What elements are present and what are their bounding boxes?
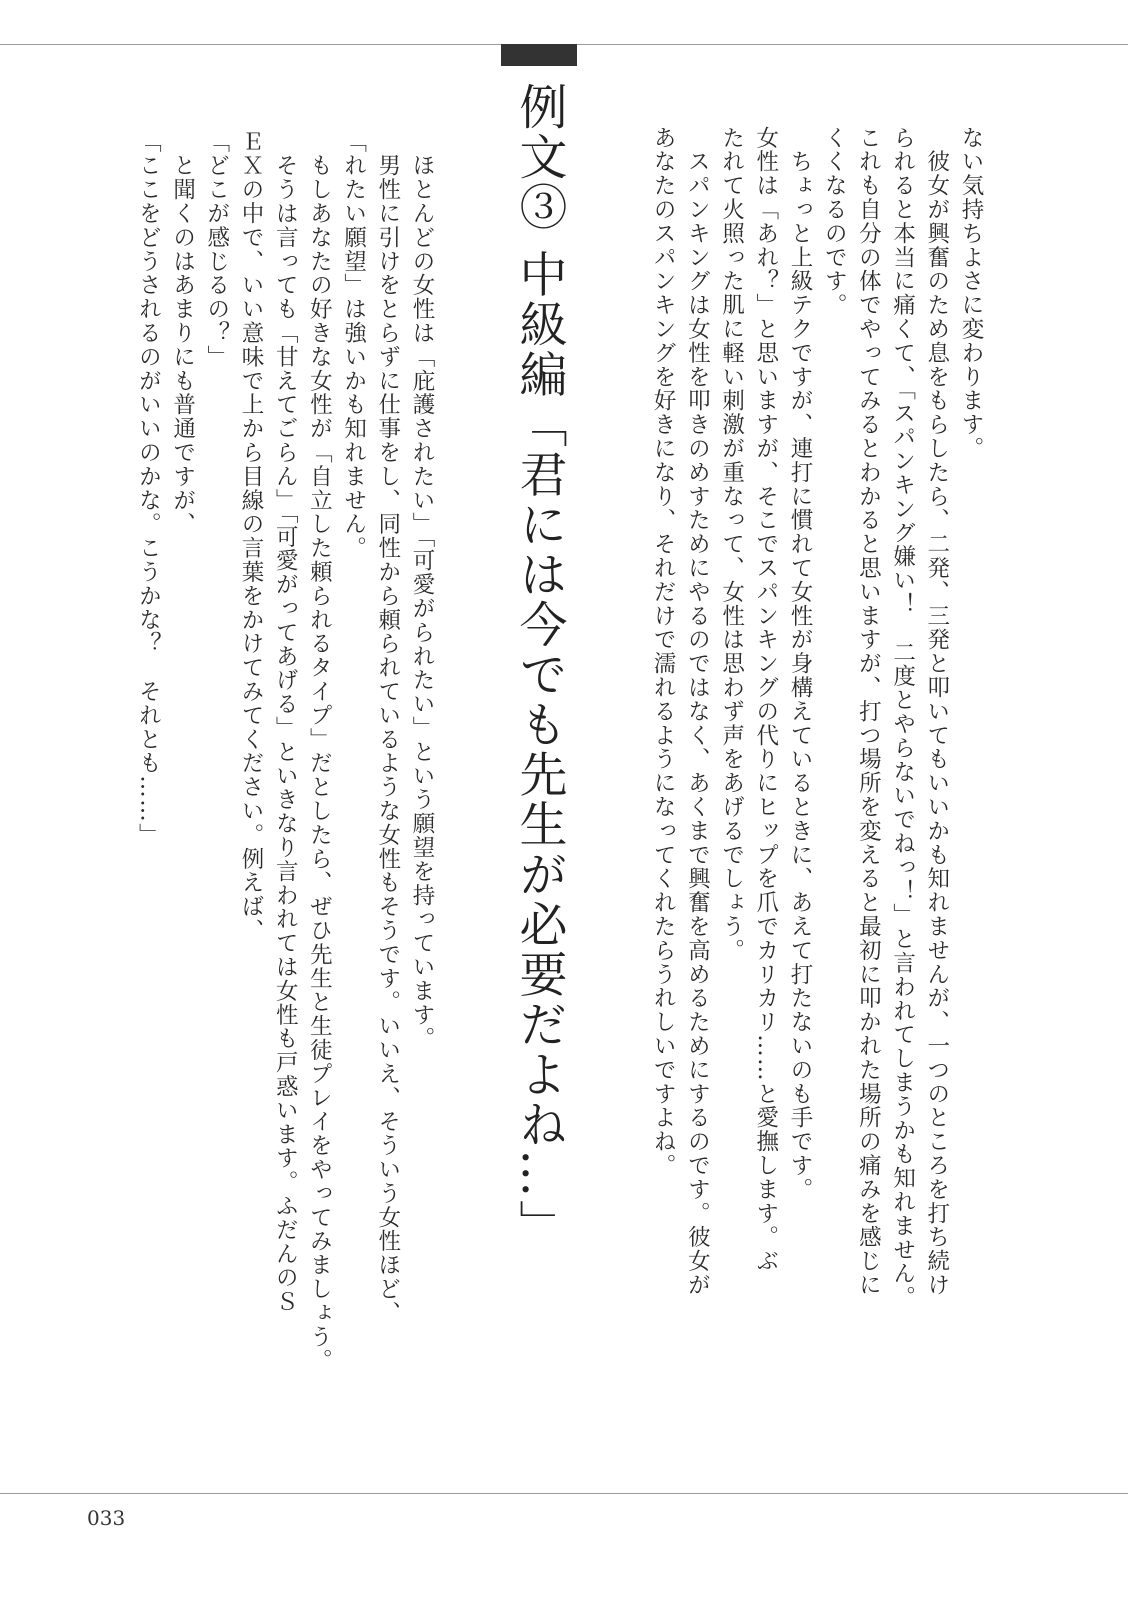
paragraph-line: 彼女が興奮のため息をもらしたら、二発、三発と叩いてもいいかも知れませんが、一つのところを打ち続け [923, 126, 950, 1298]
paragraph-line: ちょっと上級テクですが、連打に慣れて女性が身構えているときに、あえて打たないのも手です。 [786, 126, 813, 1202]
body-text-upper [628, 126, 988, 1310]
paragraph-line: ＥＸの中で、いい意味で上から目線の言葉をかけてみてください。例えば、 [237, 130, 264, 943]
section-heading: 例文③ 中級編「君には今でも先生が必要だよね…」 [511, 82, 567, 1250]
heading-bar [501, 44, 577, 66]
paragraph-line: ほとんどの女性は「庇護されたい」「可愛がられたい」という願望を持っています。 [409, 130, 435, 1051]
page-number: 033 [87, 1506, 126, 1530]
paragraph-line: 「どこが感じるの？」 [203, 130, 230, 369]
paragraph-line: そうは言っても「甘えてごらん」「可愛がってあげる」といきなり言われては女性も戸惑います。ふだんのＳ [272, 130, 299, 1314]
body-text-lower [114, 130, 439, 1373]
paragraph-line: 「れたい願望」は強いかも知れません。 [340, 130, 367, 561]
paragraph-line: 女性は「あれ？」と思いますが、そこでスパンキングの代りにヒップを爪でカリカリ……と愛撫します。ぶ [752, 126, 779, 1274]
paragraph-line: と聞くのはあまりにも普通ですが、 [169, 130, 196, 537]
paragraph-line: もしあなたの好きな女性が「自立した頼られるタイプ」だとしたら、ぜひ先生と生徒プレイをやってみましょう。 [306, 130, 333, 1373]
paragraph-line: スパンキングは女性を叩きのめすためにやるのではなく、あくまで興奮を高めるためにするのです。彼女が [684, 126, 711, 1298]
bottom-rule [0, 1493, 1128, 1494]
paragraph-line: 男性に引けをとらずに仕事をし、同性から頼られているような女性もそうです。いいえ、そういう女性ほど、 [374, 130, 401, 1325]
paragraph-line: 「ここをどうされるのがいいのかな。こうかな？ それとも……」 [135, 130, 162, 847]
paragraph-line: あなたのスパンキングを好きになり、それだけで濡れるようになってくれたらうれしいですよね。 [650, 126, 677, 1178]
paragraph-line: たれて火照った肌に軽い刺激が重なって、女性は思わず声をあげるでしょう。 [718, 126, 745, 963]
paragraph-line: くくなるのです。 [821, 126, 848, 318]
paragraph-line: これも自分の体でやってみるとわかると思いますが、打つ場所を変えると最初に叩かれた場所の痛みを感じに [855, 126, 882, 1298]
paragraph-line: ない気持ちよさに変わります。 [958, 126, 984, 461]
paragraph-line: られると本当に痛くて、「スパンキング嫌い！ 二度とやらないでねっ！」と言われてしまうかも知れません。 [889, 126, 916, 1310]
